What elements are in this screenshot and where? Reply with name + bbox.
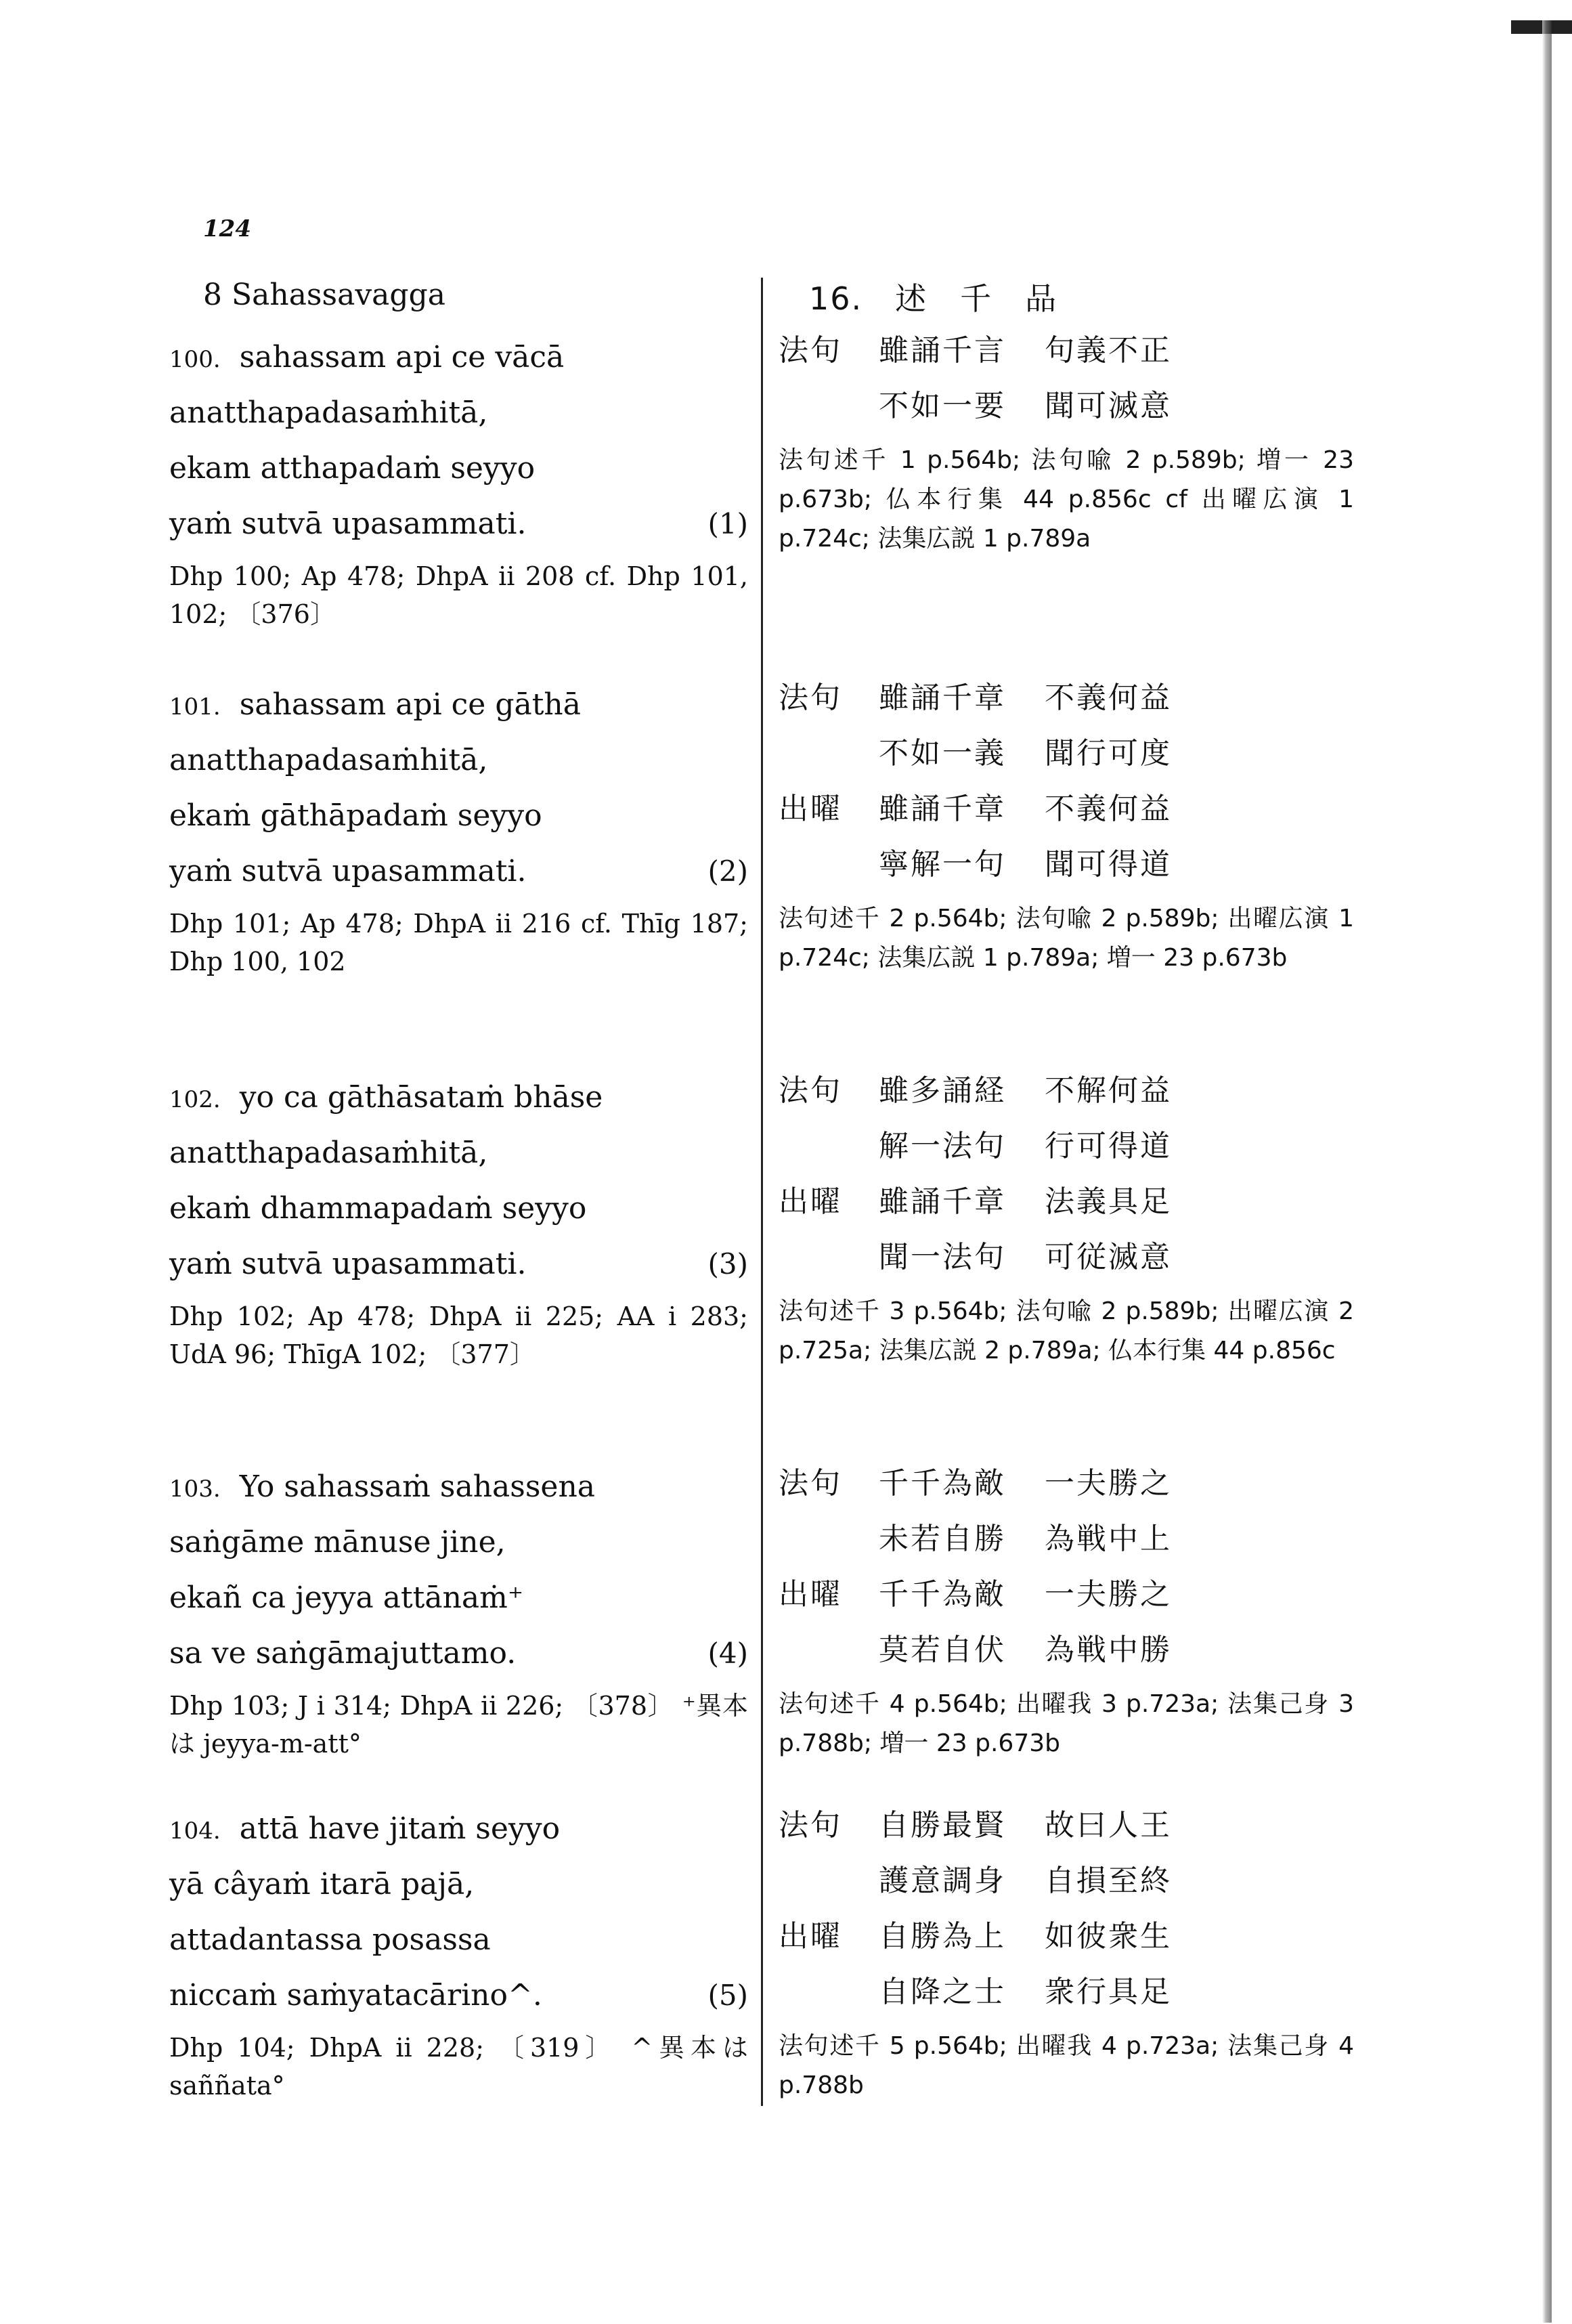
verse-number: 104.	[169, 1817, 221, 1845]
verse-mark: (5)	[707, 1979, 748, 2012]
verse-line: 103. Yo sahassaṁ sahassena	[169, 1469, 596, 1504]
verse-line: yaṁ sutvā upasammati. (2)	[169, 844, 748, 899]
verse-number: 101.	[169, 693, 221, 720]
verse-line: ekam atthapadaṁ seyyo	[169, 451, 536, 486]
verse-mark: (2)	[707, 855, 748, 888]
chinese-line: 自降之士 衆行具足	[879, 1975, 1172, 2009]
verse-line: ekaṁ dhammapadaṁ seyyo	[169, 1191, 587, 1226]
chinese-block	[779, 1456, 1354, 1763]
page-edge-mark	[1511, 20, 1572, 34]
verse-block	[169, 330, 748, 633]
verse-line: yā câyaṁ itarā pajā,	[169, 1867, 475, 1901]
verse-line: ekañ ca jeyya attānaṁ⁺	[169, 1580, 524, 1615]
verse-reference: Dhp 104; DhpA ii 228; 〔319〕 ^異本は saññata°	[169, 2033, 748, 2101]
verse-reference: Dhp 100; Ap 478; DhpA ii 208 cf. Dhp 101, 102; 〔376〕	[169, 561, 748, 629]
verse-line: anatthapadasaṁhitā,	[169, 395, 488, 430]
verse-block	[169, 677, 748, 981]
chinese-line: 寧解一句 聞可得道	[879, 847, 1172, 882]
chinese-block	[779, 1798, 1354, 2105]
verse-block	[169, 1070, 748, 1373]
verse-line: 101. sahassam api ce gāthā	[169, 687, 581, 722]
chinese-line: 出曜 自勝為上 如彼衆生	[779, 1919, 1172, 1954]
verse-line: anatthapadasaṁhitā,	[169, 743, 488, 777]
chinese-line: 護意調身 自損至終	[879, 1864, 1172, 1898]
chinese-block	[779, 323, 1354, 559]
verse-number: 100.	[169, 346, 221, 373]
chinese-line: 出曜 千千為敵 一夫勝之	[779, 1577, 1172, 1612]
chinese-line: 未若自勝 為戦中上	[879, 1522, 1172, 1556]
chinese-line: 出曜 雖誦千章 法義具足	[779, 1184, 1172, 1219]
verse-line: 102. yo ca gāthāsataṁ bhāse	[169, 1080, 603, 1115]
verse-line: sa ve saṅgāmajuttamo. (4)	[169, 1626, 748, 1681]
chinese-line: 不如一義 聞行可度	[879, 736, 1172, 771]
verse-number: 103.	[169, 1476, 221, 1503]
chinese-block	[779, 670, 1354, 978]
page-number: 124	[203, 215, 251, 242]
verse-line: ekaṁ gāthāpadaṁ seyyo	[169, 798, 542, 833]
page-edge-shadow	[1542, 20, 1552, 2323]
chinese-block	[779, 1063, 1354, 1371]
chinese-reference: 法句述千 3 p.564b; 法句喩 2 p.589b; 出曜広演 2 p.725a; 法集広説 2 p.789a; 仏本行集 44 p.856c	[779, 1297, 1354, 1364]
chinese-reference: 法句述千 4 p.564b; 出曜我 3 p.723a; 法集己身 3 p.788b; 増一 23 p.673b	[779, 1690, 1354, 1757]
chinese-reference: 法句述千 2 p.564b; 法句喩 2 p.589b; 出曜広演 1 p.724c; 法集広説 1 p.789a; 増一 23 p.673b	[779, 905, 1354, 972]
verse-block	[169, 1459, 748, 1763]
right-heading-number: 16.	[809, 280, 863, 317]
chinese-line: 解一法句 行可得道	[879, 1129, 1172, 1163]
right-heading-char: 述	[895, 280, 928, 317]
chinese-line: 出曜 雖誦千章 不義何益	[779, 792, 1172, 826]
verse-mark: (4)	[707, 1637, 748, 1670]
chinese-reference: 法句述千 1 p.564b; 法句喩 2 p.589b; 増一 23 p.673b; 仏本行集 44 p.856c cf 出曜広演 1 p.724c; 法集広説 1 p.789a	[779, 446, 1354, 553]
verse-block	[169, 1801, 748, 2105]
verse-line: attadantassa posassa	[169, 1922, 491, 1957]
right-heading-char: 品	[1025, 280, 1058, 317]
right-heading	[809, 274, 1090, 319]
chinese-line: 不如一要 聞可滅意	[879, 389, 1172, 423]
chinese-reference: 法句述千 5 p.564b; 出曜我 4 p.723a; 法集己身 4 p.788b	[779, 2032, 1354, 2099]
chinese-line: 法句 雖誦千章 不義何益	[779, 681, 1172, 715]
chinese-line: 聞一法句 可従滅意	[879, 1240, 1172, 1274]
chinese-line: 法句 千千為敵 一夫勝之	[779, 1466, 1172, 1501]
verse-mark: (1)	[707, 507, 748, 540]
verse-line: yaṁ sutvā upasammati. (1)	[169, 496, 748, 552]
column-divider	[761, 278, 763, 2106]
verse-number: 102.	[169, 1086, 221, 1113]
verse-line: niccaṁ saṁyatacārino^. (5)	[169, 1968, 748, 2023]
right-heading-char: 千	[960, 280, 993, 317]
verse-line: saṅgāme mānuse jine,	[169, 1525, 506, 1559]
chinese-line: 法句 雖多誦経 不解何益	[779, 1073, 1172, 1108]
verse-line: yaṁ sutvā upasammati. (3)	[169, 1236, 748, 1292]
verse-reference: Dhp 102; Ap 478; DhpA ii 225; AA i 283; UdA 96; ThīgA 102; 〔377〕	[169, 1301, 748, 1369]
verse-line: 100. sahassam api ce vācā	[169, 340, 565, 374]
verse-mark: (3)	[707, 1247, 748, 1281]
verse-reference: Dhp 103; J i 314; DhpA ii 226; 〔378〕 ⁺異本は jeyya-m-att°	[169, 1691, 748, 1759]
verse-reference: Dhp 101; Ap 478; DhpA ii 216 cf. Thīg 187; Dhp 100, 102	[169, 909, 748, 976]
verse-line: 104. attā have jitaṁ seyyo	[169, 1811, 561, 1846]
chinese-line: 法句 自勝最賢 故曰人王	[779, 1808, 1172, 1843]
verse-line: anatthapadasaṁhitā,	[169, 1136, 488, 1170]
chinese-line: 莫若自伏 為戦中勝	[879, 1633, 1172, 1667]
chinese-line: 法句 雖誦千言 句義不正	[779, 333, 1172, 368]
left-heading: 8 Sahassavagga	[203, 278, 445, 312]
